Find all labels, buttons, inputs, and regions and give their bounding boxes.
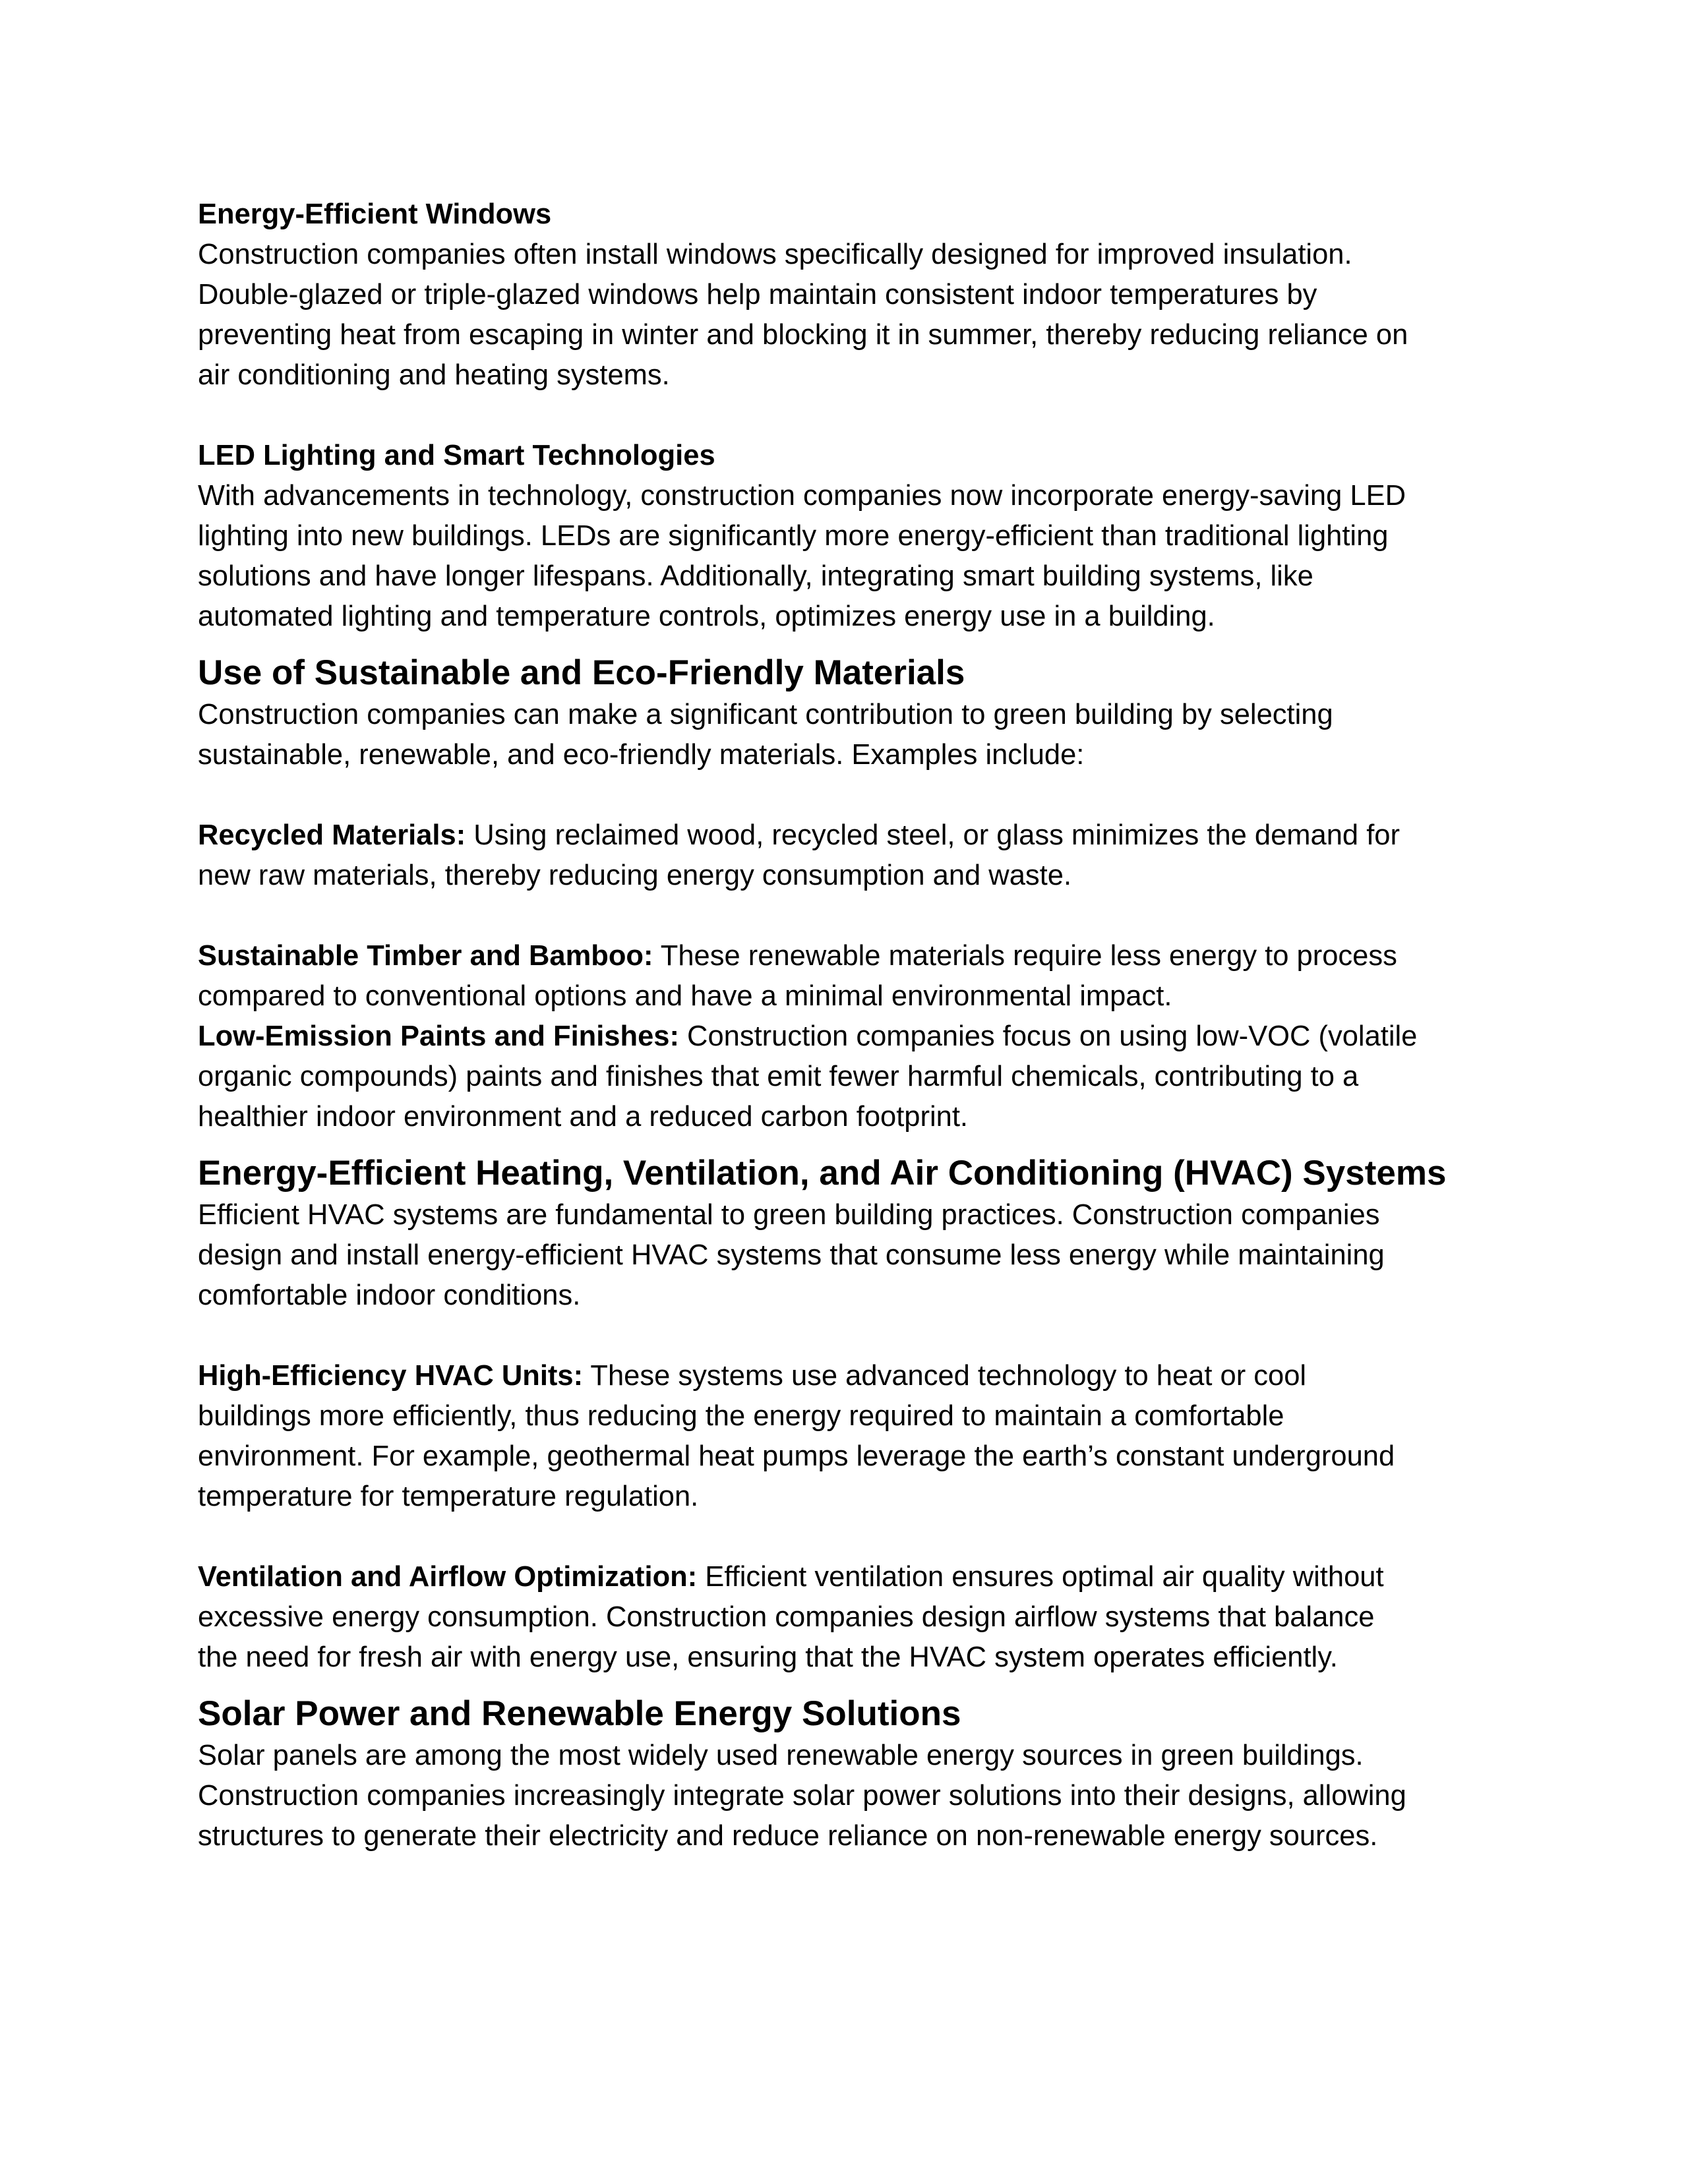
list-item-recycled-materials [198, 815, 1517, 896]
paragraph-line: the need for fresh air with energy use, ensuring that the HVAC system operates efficiently. [198, 1641, 1338, 1673]
list-item-low-emission-paints [198, 1017, 1517, 1137]
paragraph-line: new raw materials, thereby reducing energy consumption and waste. [198, 860, 1072, 891]
item-text: Efficient ventilation ensures optimal air quality without [697, 1561, 1384, 1593]
section-solar-power [198, 1692, 1517, 1856]
paragraph-line: Construction companies increasingly integrate solar power solutions into their designs, allowing [198, 1780, 1406, 1812]
paragraph-line: structures to generate their electricity and reduce reliance on non-renewable energy sources. [198, 1820, 1378, 1852]
spacer [198, 775, 1517, 815]
paragraph-line [198, 1557, 1517, 1597]
paragraph-line: lighting into new buildings. LEDs are significantly more energy-efficient than traditional lighting [198, 520, 1389, 552]
paragraph-line [198, 815, 1517, 856]
paragraph-line: automated lighting and temperature controls, optimizes energy use in a building. [198, 601, 1215, 632]
item-label: Ventilation and Airflow Optimization: [198, 1561, 698, 1593]
paragraph-line: excessive energy consumption. Construction companies design airflow systems that balance [198, 1601, 1375, 1633]
paragraph-line: With advancements in technology, construction companies now incorporate energy-saving LED [198, 480, 1406, 512]
paragraph-line [198, 936, 1517, 976]
item-label: Sustainable Timber and Bamboo: [198, 940, 653, 972]
spacer [198, 396, 1517, 436]
list-item-high-efficiency-hvac [198, 1356, 1517, 1517]
paragraph-line: preventing heat from escaping in winter and blocking it in summer, thereby reducing reliance on [198, 319, 1408, 351]
item-label: Low-Emission Paints and Finishes: [198, 1020, 679, 1052]
paragraph-line [198, 1017, 1517, 1057]
paragraph-line: Efficient HVAC systems are fundamental to green building practices. Construction companies [198, 1199, 1380, 1231]
spacer [198, 1517, 1517, 1557]
item-label: Recycled Materials: [198, 819, 466, 851]
list-item-sustainable-timber [198, 936, 1517, 1017]
section-heading: Solar Power and Renewable Energy Solutions [198, 1694, 961, 1733]
paragraph-line: temperature for temperature regulation. [198, 1481, 699, 1512]
paragraph-line: healthier indoor environment and a reduced carbon footprint. [198, 1101, 969, 1133]
list-item-ventilation-airflow [198, 1557, 1517, 1678]
paragraph-line: sustainable, renewable, and eco-friendly materials. Examples include: [198, 739, 1085, 771]
paragraph-line: Solar panels are among the most widely used renewable energy sources in green buildings. [198, 1740, 1364, 1771]
item-text: These renewable materials require less energy to process [653, 940, 1397, 972]
section-sustainable-materials [198, 651, 1517, 1137]
paragraph-line: Double-glazed or triple-glazed windows help maintain consistent indoor temperatures by [198, 279, 1317, 310]
paragraph-line: Construction companies often install windows specifically designed for improved insulation. [198, 239, 1352, 270]
section-energy-efficient-windows [198, 194, 1517, 396]
paragraph-line: compared to conventional options and have a minimal environmental impact. [198, 980, 1172, 1012]
spacer [198, 1316, 1517, 1356]
section-led-lighting [198, 436, 1517, 637]
section-heading: Energy-Efficient Heating, Ventilation, and Air Conditioning (HVAC) Systems [198, 1154, 1447, 1193]
paragraph-line: organic compounds) paints and finishes that emit fewer harmful chemicals, contributing to a [198, 1061, 1359, 1092]
paragraph-line [198, 1356, 1517, 1396]
paragraph-line: design and install energy-efficient HVAC systems that consume less energy while maintaining [198, 1239, 1385, 1271]
subsection-title: LED Lighting and Smart Technologies [198, 440, 715, 471]
paragraph-line: environment. For example, geothermal heat pumps leverage the earth’s constant underground [198, 1440, 1395, 1472]
subsection-title: Energy-Efficient Windows [198, 198, 552, 230]
item-text: Construction companies focus on using low-VOC (volatile [678, 1020, 1418, 1052]
spacer [198, 896, 1517, 936]
paragraph-line: Construction companies can make a significant contribution to green building by selecting [198, 699, 1333, 730]
item-text: These systems use advanced technology to heat or cool [583, 1360, 1307, 1392]
paragraph-line: comfortable indoor conditions. [198, 1280, 581, 1311]
document-page [198, 194, 1517, 1856]
section-hvac-systems [198, 1152, 1517, 1678]
paragraph-line: air conditioning and heating systems. [198, 359, 670, 391]
section-heading: Use of Sustainable and Eco-Friendly Materials [198, 653, 965, 692]
paragraph-line: buildings more efficiently, thus reducing the energy required to maintain a comfortable [198, 1400, 1284, 1432]
paragraph-line: solutions and have longer lifespans. Additionally, integrating smart building systems, like [198, 560, 1313, 592]
item-label: High-Efficiency HVAC Units: [198, 1360, 584, 1392]
item-text: Using reclaimed wood, recycled steel, or glass minimizes the demand for [466, 819, 1400, 851]
